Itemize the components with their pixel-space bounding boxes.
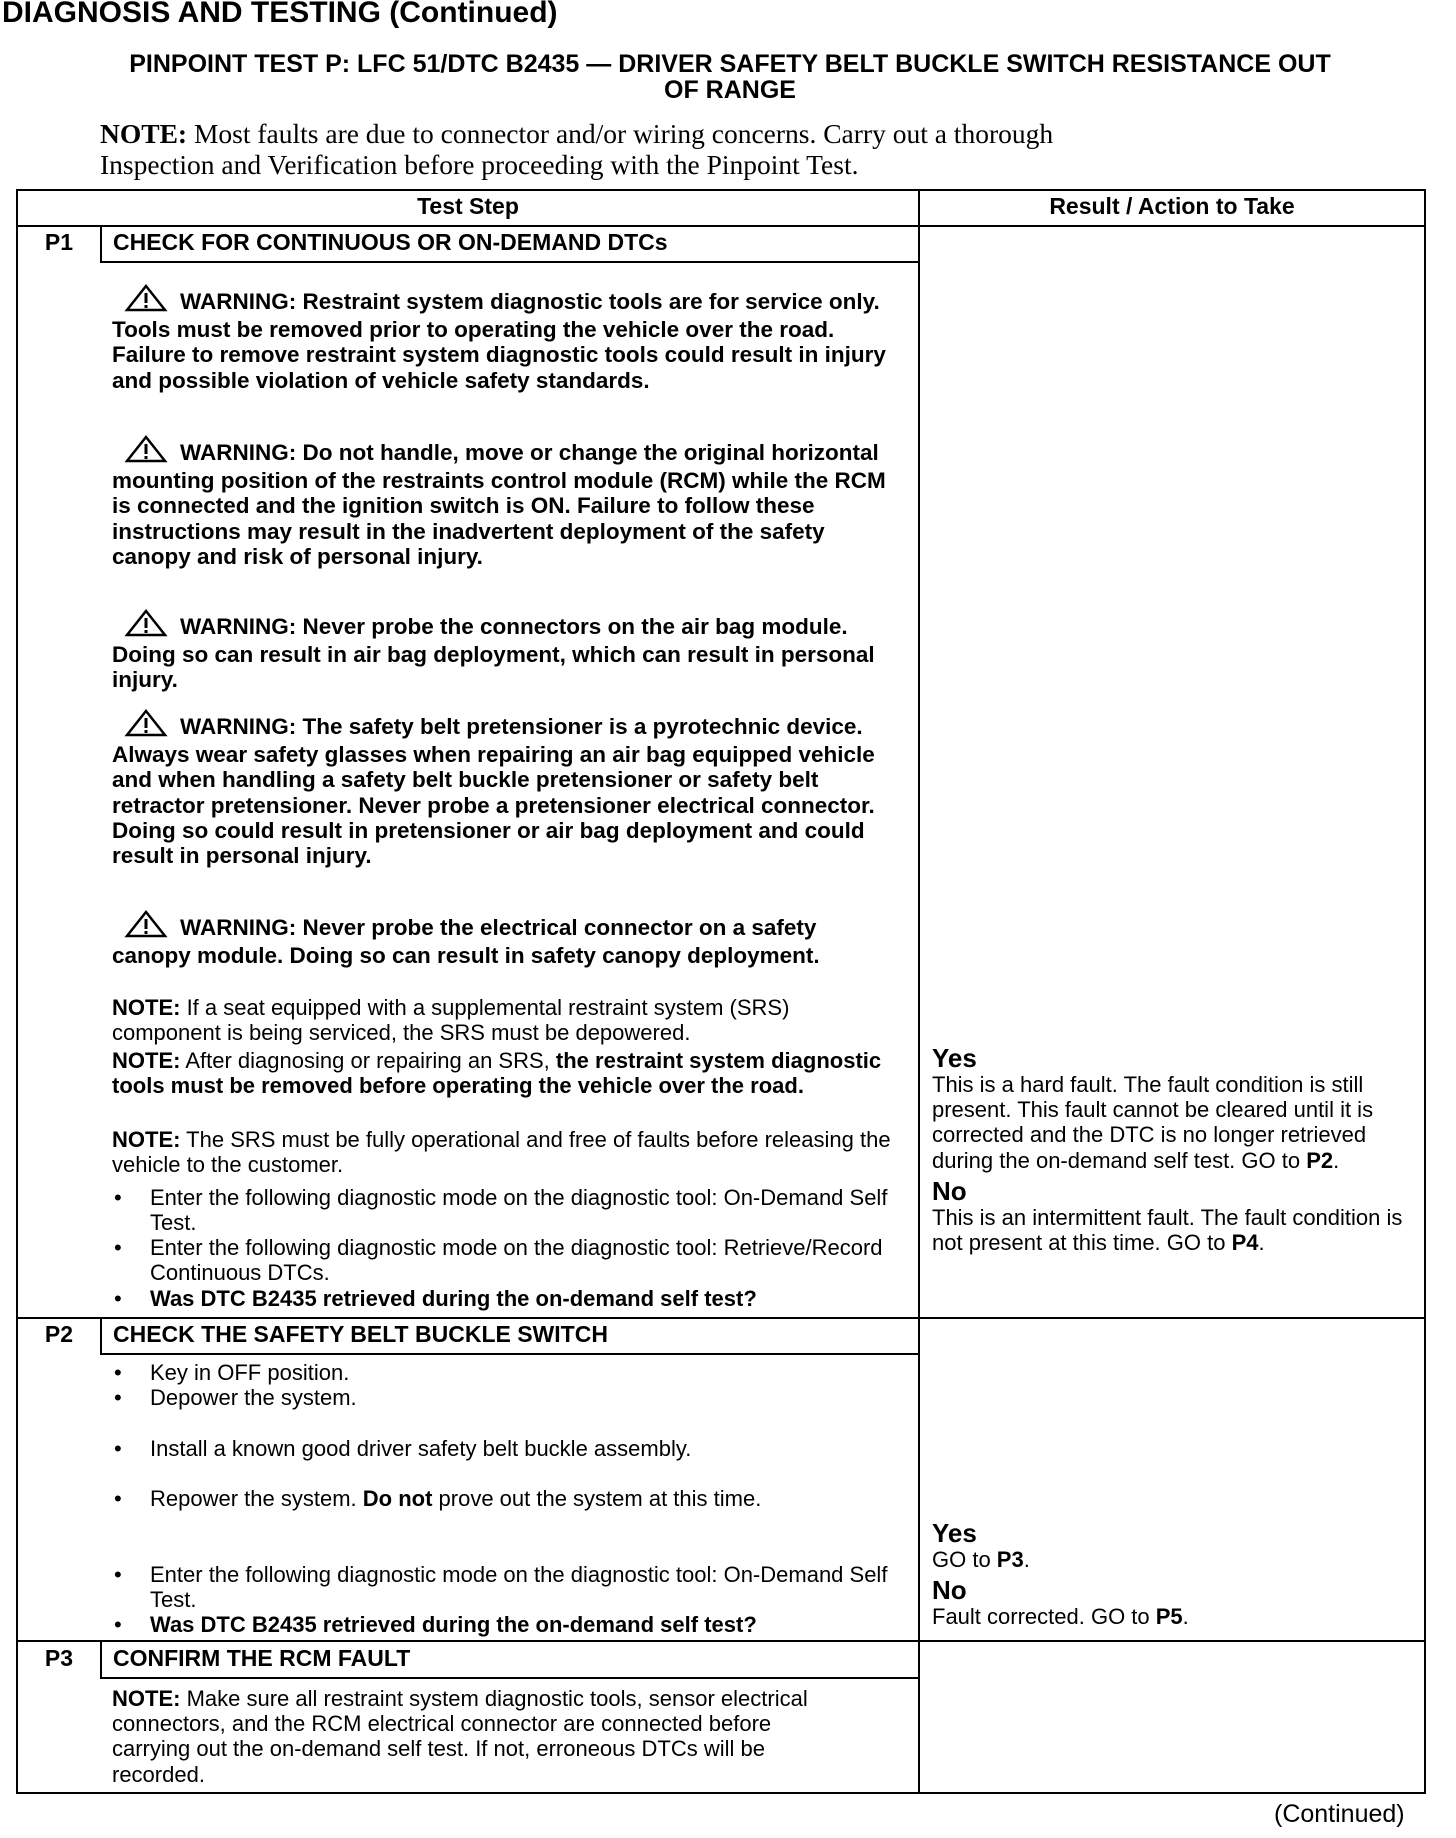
- table-border-top: [16, 189, 1426, 191]
- bullet-icon: •: [114, 1436, 122, 1461]
- warning-restraint-tools: [112, 284, 888, 393]
- result-no-label: No: [932, 1175, 967, 1206]
- warning-text: WARNING: Do not handle, move or change the original horizontal mounting position of the restraints control module (RCM) while the RCM is connected and the ignition switch is ON. Failure to follow these instructions may result in the inadvertent deployment of the safety canopy and risk of personal injury.: [112, 440, 886, 569]
- period: .: [1023, 1547, 1030, 1572]
- note-srs-depower: [112, 995, 892, 1045]
- bullet-text: Depower the system.: [150, 1385, 357, 1410]
- result-yes-label: Yes: [932, 1518, 977, 1548]
- step-id-p1: P1: [44, 229, 74, 255]
- period: .: [1182, 1604, 1189, 1630]
- result-yes-target: P2: [1306, 1147, 1334, 1173]
- warning-text: WARNING: The safety belt pretensioner is a pyrotechnic device. Always wear safety glasses when repairing an air bag equipped vehicle and when handling a safety belt buckle pretensioner or safety belt retractor pretensioner. Never probe a pretensioner electrical connector. Doing so could result in pretensioner or air bag deployment and could result in personal injury.: [112, 714, 875, 869]
- table-border-p3: [16, 1640, 1426, 1642]
- note-text: The SRS must be fully operational and free of faults before releasing the vehicle to the customer.: [112, 1127, 891, 1178]
- warning-triangle-icon: [124, 609, 168, 642]
- step-title-p1: CHECK FOR CONTINUOUS OR ON-DEMAND DTCs: [113, 229, 668, 255]
- result-yes-text: This is a hard fault. The fault condition is still present. This fault cannot be cleared until it is corrected and the DTC is no longer retrieved during the on-demand self test. GO to: [932, 1072, 1374, 1173]
- warning-triangle-icon: [124, 709, 168, 742]
- warning-pretensioner: [112, 709, 888, 868]
- bullet-icon: •: [114, 1486, 122, 1511]
- table-border-id: [100, 1317, 102, 1354]
- continued-label: (Continued): [1274, 1800, 1405, 1828]
- table-border-p2-title: [100, 1353, 920, 1355]
- table-border-id: [100, 1640, 102, 1678]
- intro-note-text-2: Inspection and Verification before proceeding with the Pinpoint Test.: [100, 149, 859, 180]
- note-bold-text: the restraint system diagnostic tools must be removed before operating the vehicle over the road.: [112, 1048, 882, 1099]
- step-title-p3: CONFIRM THE RCM FAULT: [113, 1645, 411, 1671]
- table-border-id: [100, 225, 102, 262]
- step-id-p2: P2: [44, 1321, 74, 1347]
- table-border-right: [1424, 189, 1426, 1794]
- table-border-bottom: [16, 1792, 1426, 1794]
- bullet-text: Install a known good driver safety belt buckle assembly.: [150, 1436, 692, 1461]
- note-text: After diagnosing or repairing an SRS,: [180, 1048, 556, 1073]
- note-confirm-connectors: [112, 1686, 842, 1787]
- bullet-text-post: prove out the system at this time.: [432, 1486, 762, 1511]
- header-result-action: Result / Action to Take: [1049, 193, 1295, 219]
- intro-note: [100, 118, 1300, 180]
- warning-text: WARNING: Restraint system diagnostic tools are for service only. Tools must be removed prior to operating the vehicle over the road. Failure to remove restraint system diagnostic tools could result in injury and possible violation of vehicle safety standards.: [112, 289, 886, 393]
- bullet-icon: •: [114, 1612, 122, 1637]
- page-title: DIAGNOSIS AND TESTING (Continued): [2, 0, 558, 29]
- result-no-text: This is an intermittent fault. The fault condition is not present at this time. GO to: [932, 1204, 1403, 1256]
- note-text: If a seat equipped with a supplemental restraint system (SRS) component is being serviced, the SRS must be depowered.: [112, 995, 790, 1046]
- bullet-icon: •: [114, 1562, 122, 1587]
- header-test-step: Test Step: [417, 193, 519, 219]
- table-border-p1-title: [100, 261, 920, 263]
- warning-rcm-handling: [112, 435, 888, 569]
- table-border-p2: [16, 1317, 1426, 1319]
- bullet-icon: •: [114, 1360, 122, 1385]
- result-no-target: P5: [1155, 1604, 1183, 1630]
- period: .: [1258, 1230, 1265, 1256]
- bullet-icon: •: [114, 1235, 122, 1260]
- p1-result: [932, 1044, 1422, 1255]
- bullet-icon: •: [114, 1185, 122, 1210]
- result-yes-target: P3: [996, 1547, 1024, 1572]
- table-border-p3-title: [100, 1677, 920, 1679]
- table-border-header: [16, 225, 1426, 227]
- bullet-text: Key in OFF position.: [150, 1360, 350, 1385]
- warning-triangle-icon: [124, 435, 168, 468]
- warning-triangle-icon: [124, 910, 168, 943]
- warning-air-bag-probe: [112, 609, 888, 693]
- warning-safety-canopy: [112, 910, 888, 968]
- intro-note-text-1: Most faults are due to connector and/or wiring concerns. Carry out a thorough: [187, 118, 1054, 149]
- bullet-text: [150, 1486, 890, 1511]
- result-yes-text: GO to: [932, 1547, 997, 1572]
- warning-text: WARNING: Never probe the electrical connector on a safety canopy module. Doing so can result in safety canopy deployment.: [112, 915, 820, 969]
- result-no-target: P4: [1231, 1230, 1259, 1256]
- warning-triangle-icon: [124, 284, 168, 317]
- bullet-text-bold: Do not: [362, 1486, 433, 1511]
- warning-text: WARNING: Never probe the connectors on the air bag module. Doing so can result in air bag deployment, which can result in personal injury.: [112, 614, 875, 693]
- step-title-p2: CHECK THE SAFETY BELT BUCKLE SWITCH: [113, 1321, 608, 1347]
- pinpoint-test-title: PINPOINT TEST P: LFC 51/DTC B2435 — DRIVER SAFETY BELT BUCKLE SWITCH RESISTANCE OUT: [129, 50, 1331, 78]
- p2-result: [932, 1519, 1422, 1629]
- note-srs-operational: [112, 1127, 892, 1177]
- note-remove-tools: [112, 1048, 892, 1098]
- result-no-label: No: [932, 1575, 967, 1606]
- bullet-text: Was DTC B2435 retrieved during the on-demand self test?: [150, 1612, 757, 1637]
- pinpoint-test-title-continued: OF RANGE: [664, 76, 796, 104]
- bullet-text: Enter the following diagnostic mode on the diagnostic tool: On-Demand Self Test.: [150, 1185, 888, 1236]
- table-border-left: [16, 189, 18, 1794]
- bullet-text: Was DTC B2435 retrieved during the on-demand self test?: [150, 1286, 757, 1311]
- note-text: Make sure all restraint system diagnostic tools, sensor electrical connectors, and the RCM electrical connector are connected before carrying out the on-demand self test. If not, erroneous DTCs will be recorded.: [112, 1686, 808, 1787]
- intro-note-label: NOTE:: [100, 118, 188, 149]
- note-label: NOTE:: [112, 995, 181, 1020]
- step-id-p3: P3: [44, 1645, 74, 1671]
- bullet-text: Enter the following diagnostic mode on the diagnostic tool: Retrieve/Record Continuous DTCs.: [150, 1235, 883, 1286]
- result-yes-label: Yes: [932, 1043, 977, 1073]
- result-no-text: Fault corrected. GO to: [932, 1604, 1156, 1630]
- bullet-text-pre: Repower the system.: [150, 1486, 363, 1511]
- table-border-mid: [918, 189, 920, 1794]
- note-label: NOTE:: [112, 1127, 181, 1152]
- note-label: NOTE:: [112, 1048, 181, 1073]
- note-label: NOTE:: [112, 1686, 181, 1711]
- bullet-icon: •: [114, 1286, 122, 1311]
- period: .: [1333, 1147, 1340, 1173]
- bullet-icon: •: [114, 1385, 122, 1410]
- bullet-text: Enter the following diagnostic mode on the diagnostic tool: On-Demand Self Test.: [150, 1562, 888, 1613]
